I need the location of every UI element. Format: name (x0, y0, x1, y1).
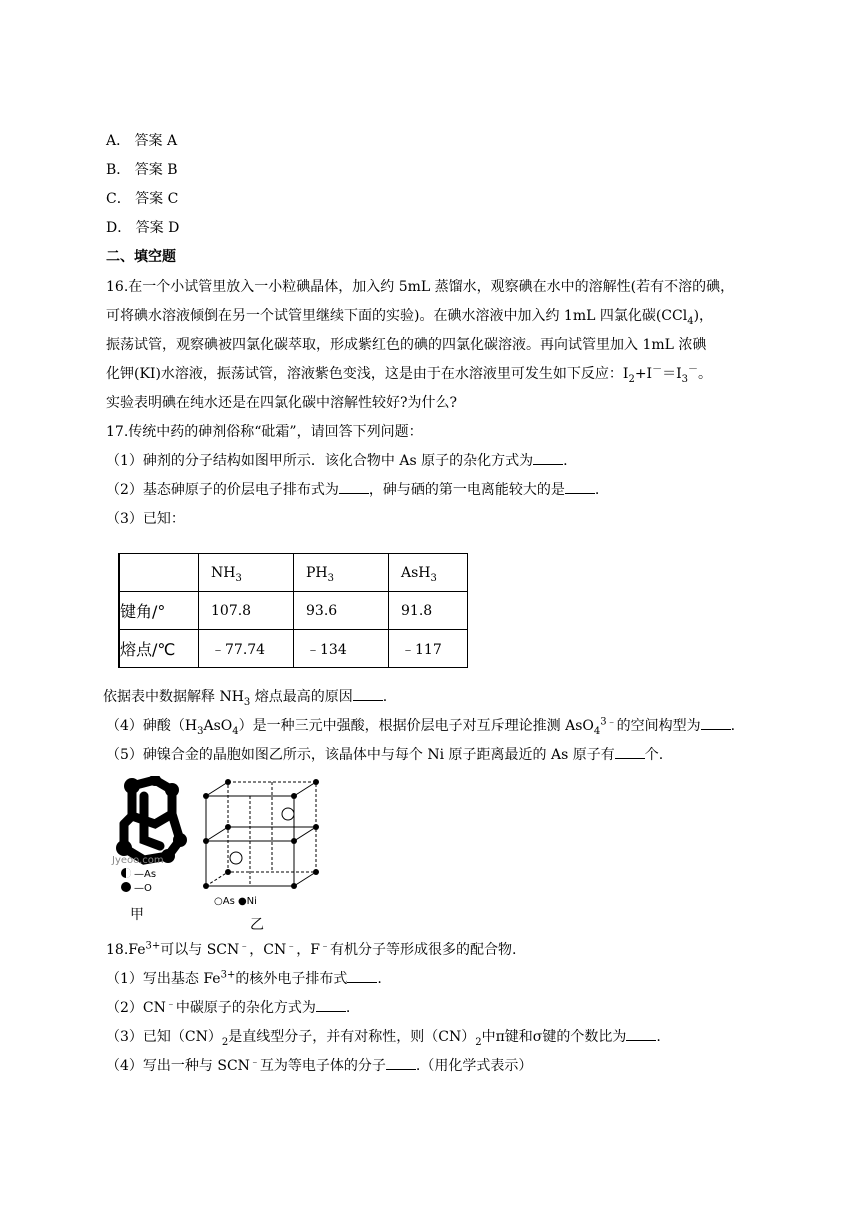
answer-blank[interactable] (626, 1027, 656, 1041)
watermark: Jyeoo.com (112, 855, 164, 866)
q16-line-1: 16.在一个小试管里放入一小粒碘晶体，加入约 5mL 蒸馏水，观察碘在水中的溶解性(若有不溶的碘， (106, 279, 735, 295)
q18-part-1: （1）写出基态 $Fe^{3+}$的核外电子排布式 . (106, 969, 382, 987)
q18-part-4: （4）写出一种与 SCN﹣互为等电子体的分子 .（用化学式表示） (106, 1056, 533, 1074)
q17-part-5: （5）砷镍合金的晶胞如图乙所示，该晶体中与每个 Ni 原子距离最近的 As 原子有 个. (106, 747, 664, 763)
q17-explain: 依据表中数据解释 $NH_3$ 熔点最高的原因 . (103, 689, 388, 708)
table-cell: ﹣77.74 (199, 630, 294, 668)
option-a: A． 答案 A (106, 133, 178, 149)
table-row-label: 熔点/℃ (119, 630, 199, 668)
answer-blank[interactable] (386, 1056, 416, 1070)
molecule-figure-a (110, 776, 200, 896)
table-row-label: 键角/° (119, 592, 199, 630)
answer-blank[interactable] (615, 745, 645, 759)
answer-blank[interactable] (533, 451, 563, 465)
q17-part-1: （1）砷剂的分子结构如图甲所示．该化合物中 As 原子的杂化方式为 . (106, 453, 568, 469)
table-row (119, 630, 468, 668)
answer-blank[interactable] (701, 716, 731, 730)
table-cell: 91.8 (389, 592, 468, 630)
figure-a-label: 甲 (130, 907, 144, 923)
legend-o: —O (134, 883, 152, 894)
table-row (119, 592, 468, 630)
answer-blank[interactable] (316, 998, 346, 1012)
q17-part-2: （2）基态砷原子的价层电子排布式为 ，砷与硒的第一电离能较大的是 . (106, 482, 600, 498)
q16-line-4: 化钾(KI)水溶液，振荡试管，溶液紫色变浅，这是由于在水溶液里可发生如下反应：$I_2+I^-=I_3^-$。 (106, 364, 712, 385)
answer-blank[interactable] (347, 969, 377, 983)
table-header-ph3: $PH_3$ (294, 554, 389, 592)
legend-as: —As (134, 869, 157, 880)
option-c: C． 答案 C (106, 191, 179, 207)
legend-as-ni: ○As ●Ni (214, 896, 257, 907)
table-cell: 107.8 (199, 592, 294, 630)
q17-part-3: （3）已知： (106, 511, 185, 527)
q16-line-3: 振荡试管，观察碘被四氯化碳萃取，形成紫红色的碘的四氯化碳溶液。再向试管里加入 1mL 浓碘 (106, 337, 707, 353)
q18-part-3: （3）已知$(CN)_2$是直线型分子，并有对称性，则$(CN)_2$中π键和σ键的个数比为 . (106, 1029, 661, 1048)
option-d: D． 答案 D (106, 220, 180, 236)
table-cell: 93.6 (294, 592, 389, 630)
table-corner-cell (119, 554, 199, 592)
table-cell: ﹣134 (294, 630, 389, 668)
answer-blank[interactable] (339, 480, 369, 494)
answer-blank[interactable] (353, 687, 383, 701)
q16-line-2: 可将碘水溶液倾倒在另一个试管里继续下面的实验)。在碘水溶液中加入约 1mL 四氯化碳(CCl$_4$)， (106, 308, 714, 327)
q16-line-5: 实验表明碘在纯水还是在四氯化碳中溶解性较好?为什么? (106, 395, 458, 411)
q17-title: 17.传统中药的砷剂俗称“砒霜”，请回答下列问题： (106, 424, 423, 440)
table-cell: ﹣117 (389, 630, 468, 668)
q17-part-4: （4）砷酸$(H_3AsO_4)$是一种三元中强酸，根据价层电子对互斥理论推测 AsO$_4^{3﹣}$的空间构型为 . (106, 716, 736, 737)
crystal-cell-figure-b (200, 776, 330, 911)
figure-b-label: 乙 (250, 917, 264, 933)
section-title: 二、填空题 (106, 249, 176, 265)
option-b: B． 答案 B (106, 162, 178, 178)
q18-title: $18.Fe^{3+}$可以与 SCN﹣，CN﹣，F﹣有机分子等形成很多的配合物. (106, 940, 517, 958)
table-header-nh3: $NH_3$ (199, 554, 294, 592)
answer-blank[interactable] (565, 480, 595, 494)
table-header-row (119, 554, 468, 592)
table-header-ash3: AsH$_3$ (389, 554, 468, 592)
q18-part-2: （2）CN﹣中碳原子的杂化方式为 . (106, 998, 351, 1016)
bond-data-table (118, 553, 468, 668)
